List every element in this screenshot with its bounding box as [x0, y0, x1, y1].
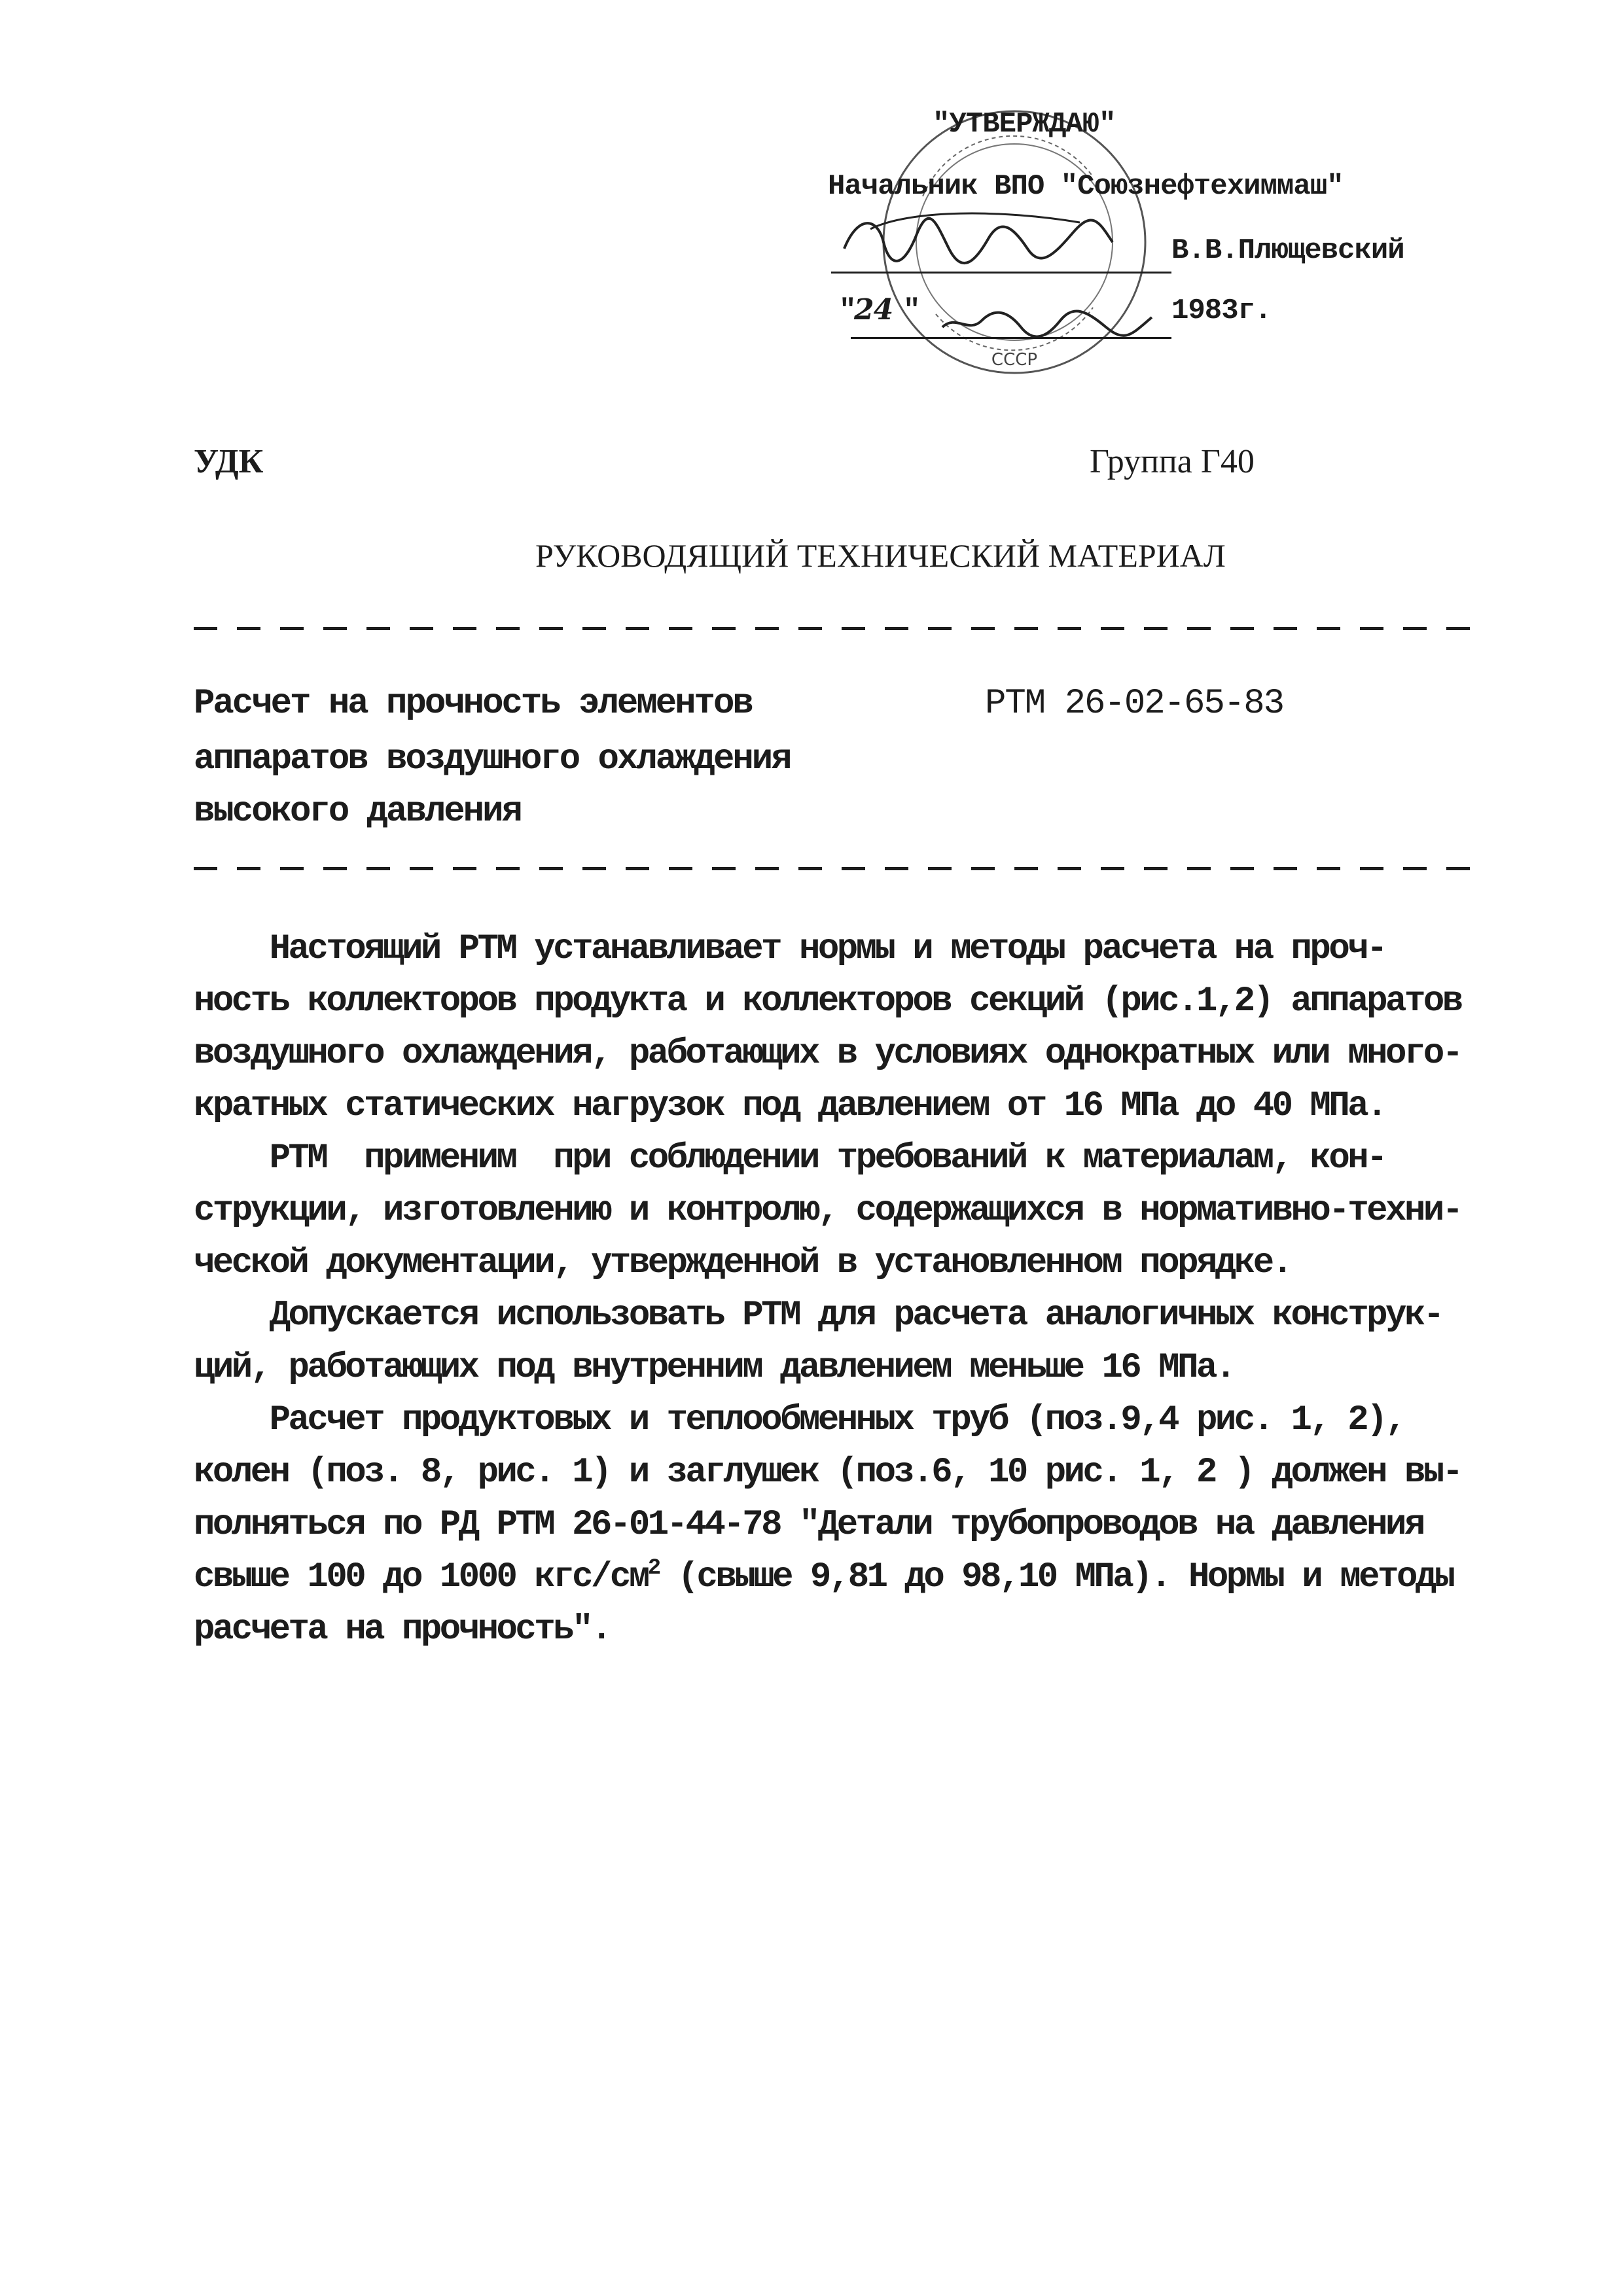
body-line-13-rest: (свыше 9,81 до 98,10 МПа). Нормы и методы: [658, 1557, 1454, 1597]
body-line-9: ций, работающих под внутренним давлением меньше 16 МПа.: [194, 1348, 1234, 1388]
dashed-divider-top: [194, 627, 1489, 630]
body-line-12: полняться по РД РТМ 26-01-44-78 "Детали трубопроводов на давления: [194, 1505, 1423, 1545]
date-underline: [851, 337, 1171, 339]
body-line-7: ческой документации, утвержденной в установленном порядке.: [194, 1243, 1291, 1283]
superscript-2: 2: [647, 1556, 659, 1581]
group-label: Группа Г40: [1090, 443, 1255, 480]
document-type: РУКОВОДЯЩИЙ ТЕХНИЧЕСКИЙ МАТЕРИАЛ: [535, 537, 1226, 574]
body-line-11: колен (поз. 8, рис. 1) и заглушек (поз.6, 10 рис. 1, 2 ) должен вы-: [194, 1453, 1461, 1492]
approval-position: Начальник ВПО "Союзнефтехиммаш": [828, 170, 1344, 203]
date-quote-open: ": [839, 294, 856, 327]
document-code: РТМ 26-02-65-83: [985, 684, 1284, 724]
stamp-text: СССР: [991, 350, 1038, 370]
body-line-13: [194, 1557, 1454, 1597]
signature-icon: [831, 203, 1119, 281]
title-line-1: Расчет на прочность элементов: [194, 684, 752, 724]
body-line-10: Расчет продуктовых и теплообменных труб (поз.9,4 рис. 1, 2),: [194, 1400, 1404, 1440]
title-line-2: аппаратов воздушного охлаждения: [194, 739, 791, 779]
approval-name: В.В.Плющевский: [1171, 234, 1404, 267]
date-year: 1983г.: [1171, 294, 1272, 327]
signature-underline: [831, 272, 1171, 274]
body-line-8: Допускается использовать РТМ для расчета аналогичных конструк-: [194, 1296, 1442, 1335]
body-line-4: кратных статических нагрузок под давлением от 16 МПа до 40 МПа.: [194, 1086, 1386, 1126]
date-quote-close: ": [903, 294, 920, 327]
body-line-1: Настоящий РТМ устанавливает нормы и методы расчета на проч-: [194, 929, 1386, 969]
dashed-divider-bottom: [194, 867, 1489, 870]
body-line-5: РТМ применим при соблюдении требований к материалам, кон-: [194, 1139, 1386, 1178]
date-day: 24: [854, 293, 893, 327]
udk-label: УДК: [194, 443, 264, 480]
title-line-3: высокого давления: [194, 792, 521, 832]
approval-heading: "УТВЕРЖДАЮ": [933, 108, 1116, 141]
body-line-2: ность коллекторов продукта и коллекторов секций (рис.1,2) аппаратов: [194, 981, 1461, 1021]
body-line-13-start: свыше 100 до 1000 кгс/см: [194, 1557, 648, 1597]
body-line-3: воздушного охлаждения, работающих в условиях однократных или много-: [194, 1034, 1461, 1074]
body-line-14: расчета на прочность".: [194, 1610, 610, 1650]
body-line-6: струкции, изготовлению и контролю, содержащихся в нормативно-техни-: [194, 1191, 1461, 1231]
